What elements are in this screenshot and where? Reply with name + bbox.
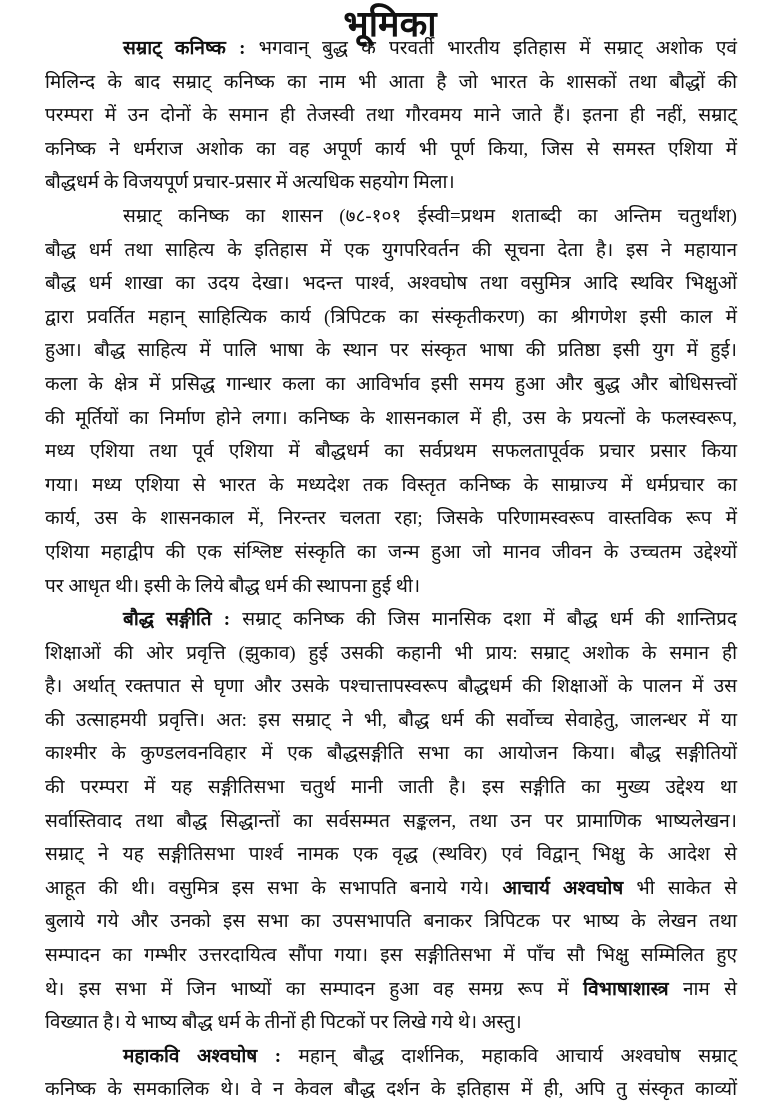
body-text: कनिष्क ने धर्मराज अशोक का वह अपूर्ण कार्य भी पूर्ण किया, जिस से समस्त एशिया में — [45, 138, 737, 160]
text-line — [45, 99, 737, 133]
text-line — [45, 334, 737, 368]
text-line — [45, 905, 737, 939]
document-body — [45, 32, 737, 1107]
text-line — [45, 1006, 737, 1040]
body-text: शिक्षाओं की ओर प्रवृत्ति (झुकाव) हुई उसकी कहानी भी प्राय: सम्राट् अशोक के समान ही — [45, 642, 737, 664]
line-content — [45, 99, 737, 133]
body-text: महान् बौद्ध दार्शनिक, महाकवि आचार्य अश्वघोष सम्राट् — [281, 1045, 737, 1067]
text-line — [45, 670, 737, 704]
text-line — [45, 872, 737, 906]
text-line — [45, 737, 737, 771]
line-content — [45, 771, 737, 805]
text-line — [45, 603, 737, 637]
text-line — [45, 200, 737, 234]
line-content — [45, 872, 737, 906]
body-text: एशिया महाद्वीप की एक संश्लिष्ट संस्कृति का जन्म हुआ जो मानव जीवन के उच्चतम उद्देश्यों — [45, 541, 737, 563]
text-line — [45, 368, 737, 402]
body-text: मिलिन्द के बाद सम्राट् कनिष्क का नाम भी आता है जो भारत के शासकों तथा बौद्धों की — [45, 71, 737, 93]
line-content — [45, 570, 737, 604]
line-content — [45, 334, 737, 368]
text-line — [45, 973, 737, 1007]
body-text: आहूत की थी। वसुमित्र इस सभा के सभापति बनाये गये। — [45, 877, 503, 899]
text-line — [45, 771, 737, 805]
body-text: सम्राट् कनिष्क की जिस मानसिक दशा में बौद्ध धर्म की शान्तिप्रद — [230, 609, 738, 631]
body-text: परम्परा में उन दोनों के समान ही तेजस्वी तथा गौरवमय माने जाते हैं। इतना ही नहीं, सम्राट् — [45, 105, 737, 127]
text-line — [45, 1040, 737, 1074]
bold-heading-text: आचार्य अश्वघोष — [502, 877, 624, 899]
text-line — [45, 66, 737, 100]
line-content — [45, 1006, 737, 1040]
text-line — [45, 1073, 737, 1107]
body-text: सम्राट् कनिष्क का शासन (७८-१०१ ईस्वी=प्रथम शताब्दी का अन्तिम चतुर्थांश) — [123, 205, 737, 227]
line-content — [123, 200, 737, 234]
line-content — [45, 234, 737, 268]
body-text: मध्य एशिया तथा पूर्व एशिया में बौद्धधर्म का सर्वप्रथम सफलतापूर्वक प्रचार प्रसार किया — [45, 441, 737, 463]
line-content — [45, 435, 737, 469]
bold-heading-text: महाकवि अश्वघोष : — [123, 1045, 282, 1067]
line-content — [45, 166, 737, 200]
line-content — [123, 603, 737, 637]
body-text: है। अर्थात् रक्तपात से घृणा और उसके पश्चात्तापस्वरूप बौद्धधर्म की शिक्षाओं के पालन में उस — [45, 676, 737, 698]
line-content — [45, 502, 737, 536]
line-content — [45, 536, 737, 570]
text-line — [45, 133, 737, 167]
body-text: सर्वास्तिवाद तथा बौद्ध सिद्धान्तों का सर्वसम्मत सङ्कलन, तथा उन पर प्रामाणिक भाष्यलेखन। — [45, 810, 737, 832]
line-content — [45, 267, 737, 301]
text-line — [45, 939, 737, 973]
body-text: की परम्परा में यह सङ्गीतिसभा चतुर्थ मानी जाती है। इस सङ्गीति का मुख्य उद्देश्य था — [45, 777, 737, 799]
body-text: द्वारा प्रवर्तित महान् साहित्यिक कार्य (त्रिपिटक का संस्कृतीकरण) का श्रीगणेश इसी काल में — [45, 306, 737, 328]
body-text: बौद्ध धर्म शाखा का उदय देखा। भदन्त पार्श्व, अश्वघोष तथा वसुमित्र आदि स्थविर भिक्षुओं — [45, 273, 737, 295]
page-title: भूमिका — [343, 4, 437, 44]
line-content — [123, 1040, 737, 1074]
body-text: बौद्ध धर्म तथा साहित्य के इतिहास में एक युगपरिवर्तन की सूचना देता है। इस ने महायान — [45, 239, 737, 261]
text-line — [45, 637, 737, 671]
bold-heading-text: विभाषाशास्त्र — [583, 978, 669, 1000]
text-line — [45, 301, 737, 335]
body-text: हुआ। बौद्ध साहित्य में पालि भाषा के स्थान पर संस्कृत भाषा की प्रतिष्ठा इसी युग में हुई। — [45, 340, 737, 362]
text-line — [45, 166, 737, 200]
line-content — [45, 66, 737, 100]
text-line — [45, 805, 737, 839]
text-line — [45, 704, 737, 738]
line-content — [45, 973, 737, 1007]
body-text: भगवान् बुद्ध के परवर्ती भारतीय इतिहास में सम्राट् अशोक एवं — [245, 38, 737, 59]
text-line — [45, 267, 737, 301]
body-text: पर आधृत थी। इसी के लिये बौद्ध धर्म की स्थापना हुई थी। — [45, 575, 421, 597]
body-text: नाम से — [668, 978, 737, 1000]
body-text: सम्राट् ने यह सङ्गीतिसभा पार्श्व नामक एक वृद्ध (स्थविर) एवं विद्वान् भिक्षु के आदेश से — [45, 844, 737, 866]
line-content — [45, 670, 737, 704]
body-text: बौद्धधर्म के विजयपूर्ण प्रचार-प्रसार में अत्यधिक सहयोग मिला। — [45, 172, 455, 194]
body-text: विख्यात है। ये भाष्य बौद्ध धर्म के तीनों ही पिटकों पर लिखे गये थे। अस्तु। — [45, 1012, 522, 1034]
text-line — [45, 234, 737, 268]
text-line — [45, 570, 737, 604]
line-content — [45, 939, 737, 973]
text-line — [45, 469, 737, 503]
text-line — [45, 502, 737, 536]
body-text: गया। मध्य एशिया से भारत के मध्यदेश तक विस्तृत कनिष्क के साम्राज्य में धर्मप्रचार का — [45, 474, 737, 496]
line-content — [45, 905, 737, 939]
line-content — [45, 838, 737, 872]
line-content — [45, 368, 737, 402]
line-content — [123, 32, 737, 66]
body-text: कला के क्षेत्र में प्रसिद्ध गान्धार कला का आविर्भाव इसी समय हुआ और बुद्ध और बोधिसत्त्वों — [45, 373, 737, 395]
body-text: सम्पादन का गम्भीर उत्तरदायित्व सौंपा गया। इस सङ्गीतिसभा में पाँच सौ भिक्षु सम्मिलित हुए — [45, 945, 737, 967]
text-line — [45, 402, 737, 436]
text-line — [45, 838, 737, 872]
body-text: काश्मीर के कुण्डलवनविहार में एक बौद्धसङ्गीति सभा का आयोजन किया। बौद्ध सङ्गीतियों — [45, 743, 737, 765]
line-content — [45, 637, 737, 671]
line-content — [45, 737, 737, 771]
bold-heading-text: सम्राट् कनिष्क : — [123, 38, 246, 59]
body-text: कार्य, उस के शासनकाल में, निरन्तर चलता रहा; जिसके परिणामस्वरूप वास्तविक रूप में — [45, 508, 737, 530]
line-content — [45, 805, 737, 839]
text-line — [45, 435, 737, 469]
line-content — [45, 704, 737, 738]
body-text: भी साकेत से — [623, 877, 738, 899]
line-content — [45, 1073, 737, 1107]
body-text: कनिष्क के समकालिक थे। वे न केवल बौद्ध दर्शन के इतिहास में ही, अपि तु संस्कृत काव्यों — [45, 1079, 737, 1101]
body-text: की मूर्तियों का निर्माण होने लगा। कनिष्क के शासनकाल में ही, उस के प्रयत्नों के फलस्वरूप, — [45, 407, 737, 429]
line-content — [45, 402, 737, 436]
body-text: की उत्साहमयी प्रवृत्ति। अत: इस सम्राट् ने भी, बौद्ध धर्म की सर्वोच्च सेवाहेतु, जालन्धर में या — [45, 709, 737, 731]
body-text: थे। इस सभा में जिन भाष्यों का सम्पादन हुआ वह समग्र रूप में — [45, 978, 584, 1000]
text-line — [45, 536, 737, 570]
bold-heading-text: बौद्ध सङ्गीति : — [123, 609, 231, 631]
line-content — [45, 469, 737, 503]
body-text: बुलाये गये और उनको इस सभा का उपसभापति बनाकर त्रिपिटक पर भाष्य के लेखन तथा — [45, 911, 737, 933]
line-content — [45, 133, 737, 167]
line-content — [45, 301, 737, 335]
text-line — [45, 32, 737, 66]
